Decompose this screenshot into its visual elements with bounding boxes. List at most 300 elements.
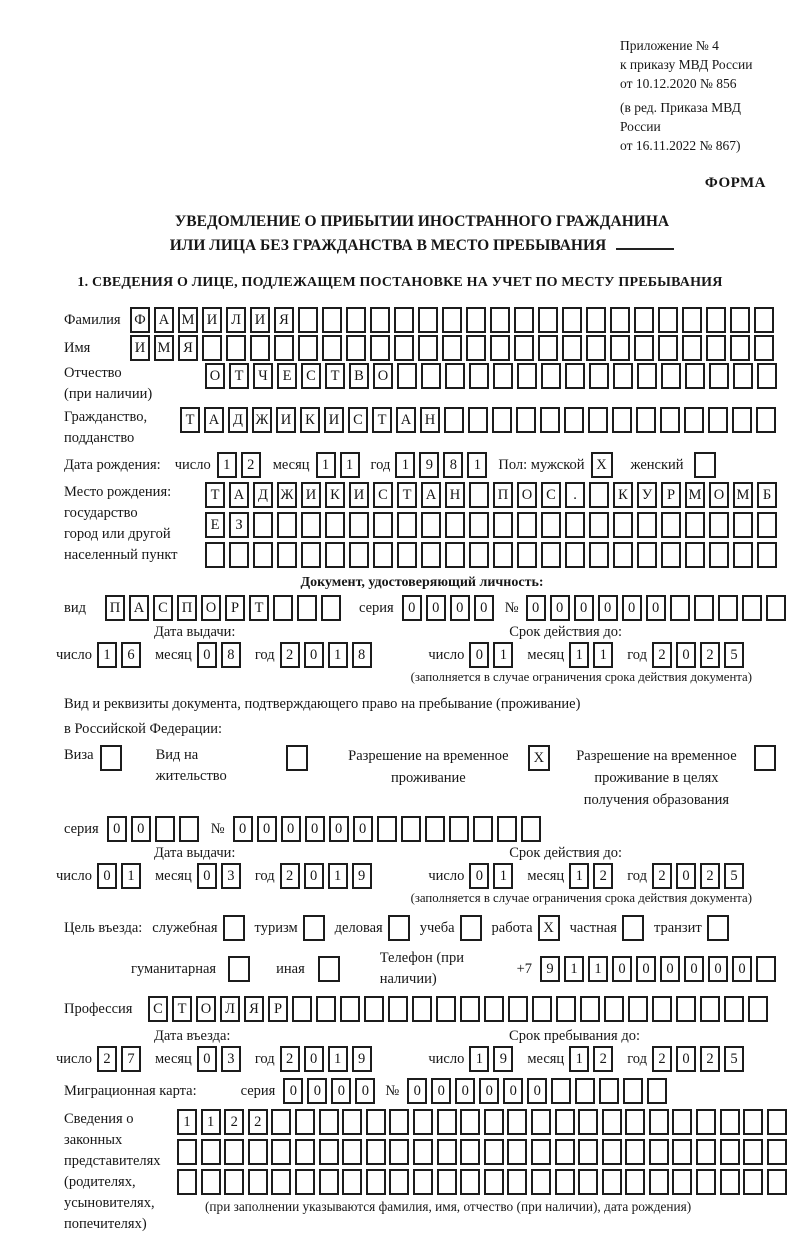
char-cell[interactable] xyxy=(301,542,321,568)
char-cell[interactable] xyxy=(754,307,774,333)
char-cell[interactable]: Н xyxy=(445,482,465,508)
char-cell[interactable] xyxy=(602,1139,622,1165)
char-cell[interactable] xyxy=(625,1169,645,1195)
char-cell[interactable]: 1 xyxy=(395,452,415,478)
char-cell[interactable] xyxy=(460,996,480,1022)
purpose-other-checkbox[interactable] xyxy=(318,956,340,982)
char-cell[interactable] xyxy=(555,1169,575,1195)
char-cell[interactable] xyxy=(490,335,510,361)
char-cell[interactable]: М xyxy=(178,307,198,333)
char-cell[interactable]: 0 xyxy=(281,816,301,842)
char-cell[interactable]: 7 xyxy=(121,1046,141,1072)
char-cell[interactable]: 5 xyxy=(724,642,744,668)
char-cell[interactable]: 0 xyxy=(676,642,696,668)
char-cell[interactable]: 1 xyxy=(569,863,589,889)
char-cell[interactable]: Т xyxy=(172,996,192,1022)
char-cell[interactable] xyxy=(602,1109,622,1135)
char-cell[interactable] xyxy=(319,1109,339,1135)
char-cell[interactable] xyxy=(437,1139,457,1165)
char-cell[interactable]: К xyxy=(325,482,345,508)
char-cell[interactable]: 0 xyxy=(676,863,696,889)
char-cell[interactable] xyxy=(201,1169,221,1195)
char-cell[interactable] xyxy=(541,512,561,538)
char-cell[interactable] xyxy=(720,1169,740,1195)
char-cell[interactable] xyxy=(613,542,633,568)
residence-permit-checkbox[interactable] xyxy=(286,745,308,771)
char-cell[interactable] xyxy=(224,1169,244,1195)
char-cell[interactable]: 0 xyxy=(283,1078,303,1104)
char-cell[interactable]: 1 xyxy=(217,452,237,478)
char-cell[interactable] xyxy=(292,996,312,1022)
purpose-tourism-checkbox[interactable] xyxy=(303,915,325,941)
char-cell[interactable] xyxy=(521,816,541,842)
char-cell[interactable] xyxy=(179,816,199,842)
char-cell[interactable] xyxy=(531,1139,551,1165)
char-cell[interactable]: И xyxy=(276,407,296,433)
char-cell[interactable] xyxy=(625,1109,645,1135)
char-cell[interactable]: 0 xyxy=(304,863,324,889)
char-cell[interactable]: 0 xyxy=(469,642,489,668)
char-cell[interactable] xyxy=(437,1169,457,1195)
char-cell[interactable]: 1 xyxy=(177,1109,197,1135)
char-cell[interactable] xyxy=(636,407,656,433)
purpose-study-checkbox[interactable] xyxy=(460,915,482,941)
char-cell[interactable] xyxy=(578,1109,598,1135)
purpose-business-checkbox[interactable] xyxy=(388,915,410,941)
char-cell[interactable]: 1 xyxy=(328,863,348,889)
char-cell[interactable] xyxy=(709,363,729,389)
char-cell[interactable]: 0 xyxy=(660,956,680,982)
char-cell[interactable]: Т xyxy=(372,407,392,433)
sex-male-checkbox[interactable]: X xyxy=(591,452,613,478)
char-cell[interactable] xyxy=(469,363,489,389)
char-cell[interactable] xyxy=(685,512,705,538)
char-cell[interactable] xyxy=(155,816,175,842)
char-cell[interactable]: И xyxy=(250,307,270,333)
char-cell[interactable] xyxy=(754,335,774,361)
char-cell[interactable] xyxy=(649,1109,669,1135)
char-cell[interactable] xyxy=(484,1139,504,1165)
char-cell[interactable]: С xyxy=(373,482,393,508)
char-cell[interactable] xyxy=(394,307,414,333)
char-cell[interactable] xyxy=(531,1109,551,1135)
char-cell[interactable]: Ч xyxy=(253,363,273,389)
char-cell[interactable]: 1 xyxy=(569,642,589,668)
char-cell[interactable]: 0 xyxy=(684,956,704,982)
char-cell[interactable]: 0 xyxy=(527,1078,547,1104)
char-cell[interactable] xyxy=(730,335,750,361)
char-cell[interactable] xyxy=(413,1109,433,1135)
char-cell[interactable]: Я xyxy=(178,335,198,361)
char-cell[interactable]: 0 xyxy=(304,642,324,668)
char-cell[interactable] xyxy=(412,996,432,1022)
char-cell[interactable]: 0 xyxy=(526,595,546,621)
char-cell[interactable]: 0 xyxy=(550,595,570,621)
char-cell[interactable] xyxy=(413,1139,433,1165)
char-cell[interactable] xyxy=(460,1139,480,1165)
char-cell[interactable] xyxy=(226,335,246,361)
char-cell[interactable]: 3 xyxy=(221,1046,241,1072)
char-cell[interactable] xyxy=(661,512,681,538)
char-cell[interactable] xyxy=(373,542,393,568)
char-cell[interactable]: 5 xyxy=(724,863,744,889)
char-cell[interactable]: 0 xyxy=(331,1078,351,1104)
char-cell[interactable]: Ж xyxy=(252,407,272,433)
char-cell[interactable] xyxy=(349,542,369,568)
char-cell[interactable] xyxy=(658,307,678,333)
char-cell[interactable] xyxy=(610,307,630,333)
char-cell[interactable]: И xyxy=(130,335,150,361)
char-cell[interactable] xyxy=(346,307,366,333)
char-cell[interactable] xyxy=(757,542,777,568)
char-cell[interactable]: 9 xyxy=(352,1046,372,1072)
char-cell[interactable]: 0 xyxy=(426,595,446,621)
char-cell[interactable] xyxy=(445,542,465,568)
char-cell[interactable]: 0 xyxy=(455,1078,475,1104)
char-cell[interactable] xyxy=(578,1169,598,1195)
char-cell[interactable]: 0 xyxy=(503,1078,523,1104)
char-cell[interactable]: Ф xyxy=(130,307,150,333)
char-cell[interactable] xyxy=(709,512,729,538)
char-cell[interactable] xyxy=(589,512,609,538)
char-cell[interactable]: 8 xyxy=(443,452,463,478)
char-cell[interactable] xyxy=(201,1139,221,1165)
char-cell[interactable]: Т xyxy=(180,407,200,433)
char-cell[interactable] xyxy=(743,1109,763,1135)
char-cell[interactable]: У xyxy=(637,482,657,508)
char-cell[interactable]: О xyxy=(196,996,216,1022)
char-cell[interactable]: П xyxy=(105,595,125,621)
char-cell[interactable] xyxy=(370,335,390,361)
char-cell[interactable] xyxy=(342,1169,362,1195)
char-cell[interactable] xyxy=(555,1139,575,1165)
char-cell[interactable] xyxy=(421,363,441,389)
char-cell[interactable] xyxy=(610,335,630,361)
char-cell[interactable] xyxy=(449,816,469,842)
char-cell[interactable] xyxy=(177,1139,197,1165)
char-cell[interactable] xyxy=(672,1169,692,1195)
char-cell[interactable]: . xyxy=(565,482,585,508)
char-cell[interactable]: 2 xyxy=(280,642,300,668)
char-cell[interactable]: Н xyxy=(420,407,440,433)
char-cell[interactable] xyxy=(298,307,318,333)
char-cell[interactable] xyxy=(682,335,702,361)
char-cell[interactable] xyxy=(541,542,561,568)
purpose-private-checkbox[interactable] xyxy=(622,915,644,941)
char-cell[interactable]: Я xyxy=(244,996,264,1022)
char-cell[interactable] xyxy=(613,512,633,538)
char-cell[interactable] xyxy=(733,542,753,568)
char-cell[interactable]: Е xyxy=(277,363,297,389)
char-cell[interactable]: 6 xyxy=(121,642,141,668)
char-cell[interactable]: Р xyxy=(225,595,245,621)
char-cell[interactable]: Е xyxy=(205,512,225,538)
char-cell[interactable] xyxy=(460,1169,480,1195)
char-cell[interactable]: 0 xyxy=(131,816,151,842)
char-cell[interactable]: Т xyxy=(229,363,249,389)
char-cell[interactable] xyxy=(445,363,465,389)
char-cell[interactable] xyxy=(602,1169,622,1195)
char-cell[interactable] xyxy=(565,542,585,568)
char-cell[interactable] xyxy=(389,1169,409,1195)
char-cell[interactable] xyxy=(733,363,753,389)
char-cell[interactable] xyxy=(397,363,417,389)
char-cell[interactable]: 1 xyxy=(593,642,613,668)
char-cell[interactable] xyxy=(514,335,534,361)
char-cell[interactable] xyxy=(580,996,600,1022)
char-cell[interactable]: 2 xyxy=(700,1046,720,1072)
char-cell[interactable] xyxy=(466,307,486,333)
char-cell[interactable] xyxy=(388,996,408,1022)
char-cell[interactable] xyxy=(670,595,690,621)
char-cell[interactable]: Т xyxy=(397,482,417,508)
char-cell[interactable] xyxy=(373,512,393,538)
char-cell[interactable] xyxy=(748,996,768,1022)
char-cell[interactable]: 5 xyxy=(724,1046,744,1072)
char-cell[interactable] xyxy=(397,512,417,538)
char-cell[interactable] xyxy=(325,542,345,568)
char-cell[interactable] xyxy=(271,1169,291,1195)
char-cell[interactable] xyxy=(767,1169,787,1195)
char-cell[interactable]: 2 xyxy=(700,642,720,668)
char-cell[interactable]: 2 xyxy=(97,1046,117,1072)
char-cell[interactable]: Ж xyxy=(277,482,297,508)
char-cell[interactable] xyxy=(370,307,390,333)
char-cell[interactable]: 1 xyxy=(588,956,608,982)
char-cell[interactable]: 2 xyxy=(593,1046,613,1072)
char-cell[interactable]: М xyxy=(733,482,753,508)
char-cell[interactable]: 0 xyxy=(474,595,494,621)
char-cell[interactable]: 0 xyxy=(307,1078,327,1104)
char-cell[interactable] xyxy=(421,542,441,568)
char-cell[interactable] xyxy=(295,1169,315,1195)
char-cell[interactable] xyxy=(322,335,342,361)
char-cell[interactable]: О xyxy=(205,363,225,389)
char-cell[interactable]: 0 xyxy=(636,956,656,982)
char-cell[interactable] xyxy=(589,363,609,389)
sex-female-checkbox[interactable] xyxy=(694,452,716,478)
char-cell[interactable] xyxy=(694,595,714,621)
char-cell[interactable]: О xyxy=(373,363,393,389)
char-cell[interactable] xyxy=(720,1109,740,1135)
char-cell[interactable] xyxy=(517,542,537,568)
char-cell[interactable]: 0 xyxy=(646,595,666,621)
char-cell[interactable] xyxy=(733,512,753,538)
char-cell[interactable]: 2 xyxy=(280,863,300,889)
char-cell[interactable] xyxy=(586,307,606,333)
char-cell[interactable]: 1 xyxy=(469,1046,489,1072)
char-cell[interactable] xyxy=(589,542,609,568)
char-cell[interactable] xyxy=(301,512,321,538)
char-cell[interactable] xyxy=(756,407,776,433)
char-cell[interactable]: 0 xyxy=(479,1078,499,1104)
char-cell[interactable]: П xyxy=(493,482,513,508)
char-cell[interactable] xyxy=(532,996,552,1022)
purpose-work-checkbox[interactable]: X xyxy=(538,915,560,941)
char-cell[interactable]: Р xyxy=(661,482,681,508)
char-cell[interactable] xyxy=(277,542,297,568)
char-cell[interactable] xyxy=(271,1139,291,1165)
char-cell[interactable] xyxy=(507,1169,527,1195)
char-cell[interactable] xyxy=(637,363,657,389)
char-cell[interactable] xyxy=(599,1078,619,1104)
char-cell[interactable] xyxy=(507,1109,527,1135)
char-cell[interactable]: А xyxy=(396,407,416,433)
char-cell[interactable]: 0 xyxy=(305,816,325,842)
char-cell[interactable]: О xyxy=(517,482,537,508)
char-cell[interactable] xyxy=(394,335,414,361)
char-cell[interactable]: 0 xyxy=(708,956,728,982)
char-cell[interactable] xyxy=(613,363,633,389)
char-cell[interactable] xyxy=(649,1139,669,1165)
purpose-official-checkbox[interactable] xyxy=(223,915,245,941)
char-cell[interactable] xyxy=(248,1139,268,1165)
char-cell[interactable] xyxy=(460,1109,480,1135)
char-cell[interactable] xyxy=(316,996,336,1022)
char-cell[interactable]: О xyxy=(709,482,729,508)
char-cell[interactable] xyxy=(484,1109,504,1135)
char-cell[interactable]: 9 xyxy=(352,863,372,889)
char-cell[interactable]: И xyxy=(202,307,222,333)
char-cell[interactable] xyxy=(466,335,486,361)
char-cell[interactable] xyxy=(588,407,608,433)
char-cell[interactable]: П xyxy=(177,595,197,621)
char-cell[interactable] xyxy=(497,816,517,842)
char-cell[interactable]: 2 xyxy=(280,1046,300,1072)
char-cell[interactable] xyxy=(706,335,726,361)
char-cell[interactable] xyxy=(766,595,786,621)
char-cell[interactable] xyxy=(757,363,777,389)
char-cell[interactable]: 1 xyxy=(493,863,513,889)
char-cell[interactable]: 0 xyxy=(431,1078,451,1104)
char-cell[interactable]: 0 xyxy=(612,956,632,982)
char-cell[interactable]: Я xyxy=(274,307,294,333)
char-cell[interactable] xyxy=(442,307,462,333)
char-cell[interactable] xyxy=(493,512,513,538)
char-cell[interactable]: 2 xyxy=(700,863,720,889)
char-cell[interactable] xyxy=(575,1078,595,1104)
char-cell[interactable]: 2 xyxy=(248,1109,268,1135)
char-cell[interactable]: А xyxy=(154,307,174,333)
char-cell[interactable] xyxy=(685,363,705,389)
char-cell[interactable]: А xyxy=(421,482,441,508)
char-cell[interactable] xyxy=(724,996,744,1022)
char-cell[interactable]: Л xyxy=(226,307,246,333)
char-cell[interactable]: 0 xyxy=(329,816,349,842)
char-cell[interactable]: 1 xyxy=(493,642,513,668)
char-cell[interactable]: С xyxy=(301,363,321,389)
char-cell[interactable]: 1 xyxy=(201,1109,221,1135)
char-cell[interactable] xyxy=(767,1109,787,1135)
char-cell[interactable]: 0 xyxy=(676,1046,696,1072)
char-cell[interactable] xyxy=(202,335,222,361)
char-cell[interactable] xyxy=(321,595,341,621)
char-cell[interactable]: 0 xyxy=(574,595,594,621)
char-cell[interactable] xyxy=(297,595,317,621)
char-cell[interactable]: 1 xyxy=(316,452,336,478)
char-cell[interactable] xyxy=(507,1139,527,1165)
char-cell[interactable]: С xyxy=(153,595,173,621)
char-cell[interactable] xyxy=(418,307,438,333)
char-cell[interactable] xyxy=(319,1169,339,1195)
char-cell[interactable]: 9 xyxy=(540,956,560,982)
char-cell[interactable]: 1 xyxy=(467,452,487,478)
char-cell[interactable] xyxy=(366,1169,386,1195)
char-cell[interactable]: 3 xyxy=(221,863,241,889)
char-cell[interactable] xyxy=(271,1109,291,1135)
char-cell[interactable] xyxy=(397,542,417,568)
char-cell[interactable]: З xyxy=(229,512,249,538)
char-cell[interactable] xyxy=(652,996,672,1022)
char-cell[interactable] xyxy=(625,1139,645,1165)
char-cell[interactable] xyxy=(660,407,680,433)
char-cell[interactable]: Б xyxy=(757,482,777,508)
char-cell[interactable] xyxy=(661,363,681,389)
char-cell[interactable] xyxy=(274,335,294,361)
char-cell[interactable]: 0 xyxy=(197,1046,217,1072)
char-cell[interactable] xyxy=(682,307,702,333)
char-cell[interactable] xyxy=(484,996,504,1022)
char-cell[interactable]: 0 xyxy=(304,1046,324,1072)
char-cell[interactable] xyxy=(578,1139,598,1165)
char-cell[interactable]: А xyxy=(129,595,149,621)
char-cell[interactable]: 1 xyxy=(121,863,141,889)
char-cell[interactable]: 0 xyxy=(197,642,217,668)
char-cell[interactable] xyxy=(469,512,489,538)
char-cell[interactable]: А xyxy=(229,482,249,508)
char-cell[interactable] xyxy=(551,1078,571,1104)
char-cell[interactable] xyxy=(672,1109,692,1135)
char-cell[interactable] xyxy=(757,512,777,538)
char-cell[interactable] xyxy=(389,1139,409,1165)
char-cell[interactable]: 1 xyxy=(340,452,360,478)
char-cell[interactable] xyxy=(514,307,534,333)
char-cell[interactable]: И xyxy=(301,482,321,508)
char-cell[interactable]: Т xyxy=(249,595,269,621)
char-cell[interactable]: Д xyxy=(253,482,273,508)
char-cell[interactable] xyxy=(468,407,488,433)
char-cell[interactable]: 0 xyxy=(353,816,373,842)
char-cell[interactable]: 1 xyxy=(97,642,117,668)
char-cell[interactable]: М xyxy=(685,482,705,508)
char-cell[interactable]: 0 xyxy=(469,863,489,889)
char-cell[interactable] xyxy=(541,363,561,389)
char-cell[interactable] xyxy=(277,512,297,538)
char-cell[interactable] xyxy=(756,956,776,982)
char-cell[interactable] xyxy=(555,1109,575,1135)
char-cell[interactable] xyxy=(517,363,537,389)
char-cell[interactable] xyxy=(742,595,762,621)
char-cell[interactable] xyxy=(273,595,293,621)
char-cell[interactable] xyxy=(492,407,512,433)
char-cell[interactable] xyxy=(661,542,681,568)
char-cell[interactable] xyxy=(708,407,728,433)
temp-residence-education-checkbox[interactable] xyxy=(754,745,776,771)
char-cell[interactable] xyxy=(623,1078,643,1104)
char-cell[interactable]: 8 xyxy=(352,642,372,668)
char-cell[interactable] xyxy=(696,1169,716,1195)
char-cell[interactable] xyxy=(322,307,342,333)
char-cell[interactable] xyxy=(684,407,704,433)
char-cell[interactable]: 2 xyxy=(652,863,672,889)
char-cell[interactable] xyxy=(647,1078,667,1104)
char-cell[interactable] xyxy=(767,1139,787,1165)
char-cell[interactable] xyxy=(177,1169,197,1195)
char-cell[interactable] xyxy=(538,335,558,361)
char-cell[interactable] xyxy=(346,335,366,361)
char-cell[interactable]: Т xyxy=(325,363,345,389)
char-cell[interactable] xyxy=(342,1109,362,1135)
